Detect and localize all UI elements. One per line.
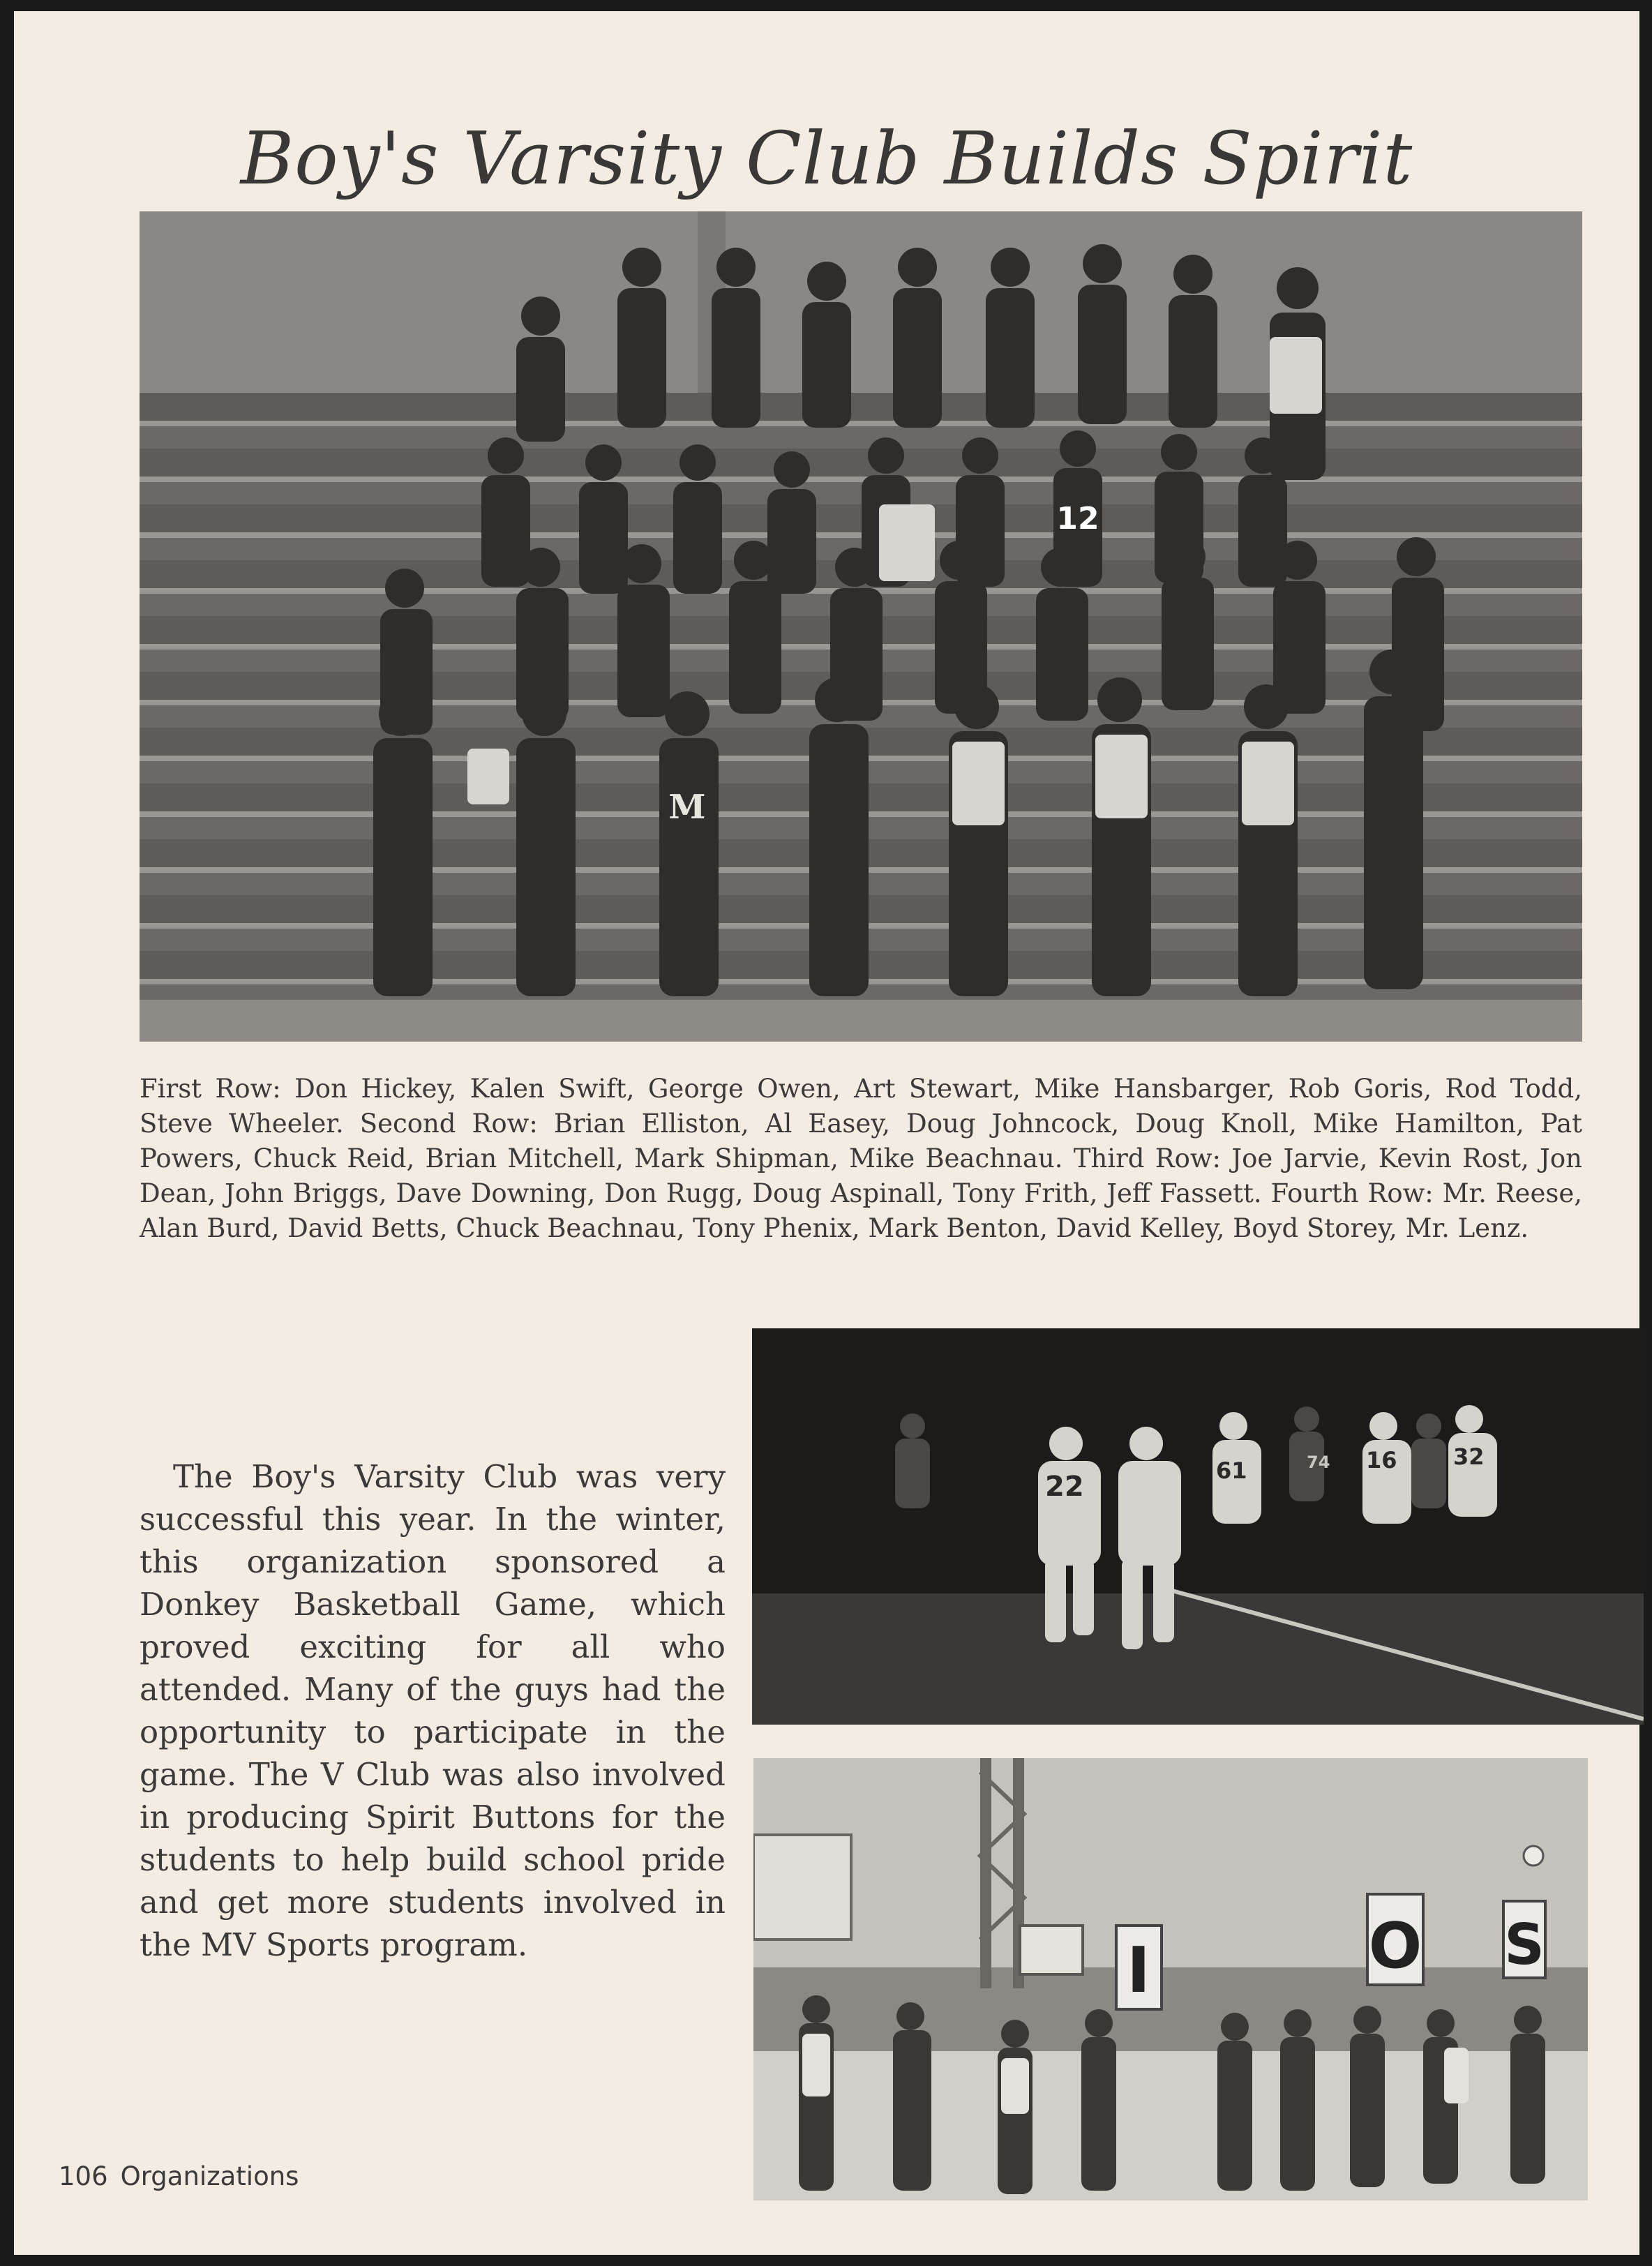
photo-caption: First Row: Don Hickey, Kalen Swift, George Owen, Art Stewart, Mike Hansbarger, Rob Goris, Rod Todd, Steve Wheeler. Second Row: Brian Elliston, Al Easey, Doug Johncock, Doug Knoll, Mike Hamilton, Pat Powers, Chuck Reid, Brian Mitchell, Mark Shipman, Mike Beachnau. Third Row: Joe Jarvie, Kevin Rost, Jon Dean, John Briggs, Dave Downing, Don Rugg, Doug Aspinall, Tony Frith, Jeff Fassett. Fourth Row: Mr. Reese, Alan Burd, David Betts, Chuck Beachnau, Tony Phenix, Mark Benton, David Kelley, Boyd Storey, Mr. Lenz. <box>140 1074 1582 1243</box>
spirit-card-o: O <box>1368 1909 1422 1983</box>
gym-photo <box>753 1758 1588 2200</box>
yearbook-page <box>14 11 1639 2255</box>
football-photo <box>752 1328 1644 1725</box>
jersey-number-22: 22 <box>1045 1471 1084 1503</box>
page-number: 106 <box>59 2161 108 2191</box>
jersey-number-16: 16 <box>1366 1447 1397 1473</box>
spirit-card-i: I <box>1127 1934 1150 2007</box>
spirit-card-s: S <box>1504 1912 1545 1977</box>
jacket-letter: M <box>668 788 706 827</box>
jersey-number: 12 <box>1056 501 1099 537</box>
group-photo <box>140 211 1582 1042</box>
jersey-number-74: 74 <box>1307 1453 1330 1472</box>
page-title: Boy's Varsity Club Builds Spirit <box>240 116 1413 201</box>
jersey-number-61: 61 <box>1216 1457 1247 1484</box>
article-body: The Boy's Varsity Club was very successful this year. In the winter, this organization sponsored a Donkey Basketball Game, which proved exciting for all who attended. Many of the guys had the opportunity to participate in the game. The V Club was also involved in producing Spirit Buttons for the students to help build school pride and get more students involved in the MV Sports program. <box>140 1458 726 1963</box>
jersey-number-32: 32 <box>1453 1443 1485 1470</box>
page-folio <box>59 2161 299 2191</box>
section-name: Organizations <box>120 2161 299 2191</box>
